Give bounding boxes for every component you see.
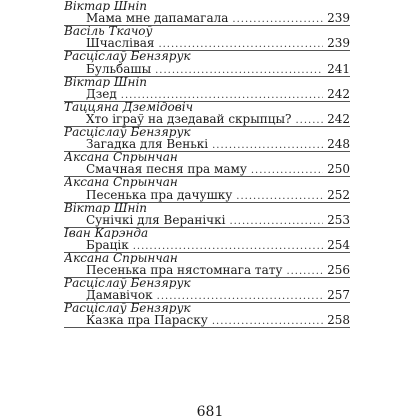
toc-title-row [64, 12, 350, 26]
dot-leader [232, 13, 323, 26]
toc-title: Дамавічок [86, 288, 153, 303]
toc-entry [64, 151, 350, 176]
toc-author: Віктар Шніп [64, 75, 148, 88]
toc-title-row [64, 239, 350, 253]
toc-entry [64, 227, 350, 252]
toc-title-row [64, 138, 350, 152]
toc-page-number: 253 [327, 212, 350, 227]
toc-author: Таццяна Дземідовіч [64, 100, 194, 113]
dot-leader [229, 215, 323, 228]
toc-page-number: 257 [327, 288, 350, 303]
page-number: 681 [196, 404, 224, 420]
toc-author: Аксана Спрынчан [64, 176, 178, 189]
table-of-contents [64, 0, 350, 327]
toc-entry [64, 202, 350, 227]
toc-author: Віктар Шніп [64, 201, 148, 214]
toc-title-row [64, 189, 350, 203]
toc-entry [64, 277, 350, 302]
toc-page-number: 256 [327, 263, 350, 278]
toc-title-row [64, 88, 350, 102]
toc-entry [64, 0, 350, 25]
toc-title-row [64, 63, 350, 77]
toc-page-number: 250 [327, 162, 350, 177]
toc-page-number: 242 [327, 86, 350, 101]
toc-author: Аксана Спрынчан [64, 151, 178, 164]
toc-title-row [64, 214, 350, 228]
toc-title-row [64, 289, 350, 303]
dot-leader [295, 114, 323, 127]
toc-author: Васіль Ткачоў [64, 25, 153, 38]
toc-author: Расціслаў Бензярук [64, 277, 191, 290]
toc-title: Брацік [86, 237, 129, 252]
toc-title: Смачная песня пра маму [86, 162, 247, 177]
toc-entry [64, 176, 350, 201]
toc-author: Расціслаў Бензярук [64, 125, 191, 139]
dot-leader [212, 315, 323, 328]
toc-title: Загадка для Венькі [86, 137, 209, 152]
toc-author: Расціслаў Бензярук [64, 50, 191, 63]
toc-entry [64, 302, 350, 327]
toc-title-row [64, 163, 350, 177]
toc-page-number: 252 [327, 187, 350, 202]
toc-entry [64, 101, 350, 126]
toc-title-row [64, 113, 350, 127]
toc-author: Іван Карэнда [64, 226, 149, 239]
toc-entry [64, 252, 350, 277]
toc-title: Бульбашы [86, 61, 152, 76]
toc-title-row [64, 314, 350, 328]
toc-page-number: 239 [327, 36, 350, 51]
dot-leader [236, 190, 323, 203]
toc-entry [64, 126, 350, 151]
toc-page-number: 248 [327, 137, 350, 152]
toc-title: Казка пра Параску [86, 313, 208, 328]
dot-leader [212, 139, 323, 152]
toc-title-row [64, 264, 350, 278]
toc-author: Аксана Спрынчан [64, 251, 178, 265]
toc-entry [64, 25, 350, 50]
toc-author: Расціслаў Бензярук [64, 302, 191, 315]
toc-page-number: 258 [327, 313, 350, 328]
toc-entry [64, 76, 350, 101]
dot-leader [286, 265, 323, 278]
toc-title: Сунічкі для Веранічкі [86, 212, 226, 227]
toc-title: Дзед [86, 86, 117, 101]
toc-title-row [64, 37, 350, 51]
dot-leader [251, 164, 323, 177]
toc-title: Хто іграў на дзедавай скрыпцы? [86, 111, 292, 126]
toc-title: Песенька пра нястомнага тату [86, 263, 283, 278]
toc-entry [64, 50, 350, 75]
toc-page-number: 239 [327, 11, 350, 26]
dot-leader [155, 64, 323, 77]
toc-title: Песенька пра дачушку [86, 187, 233, 202]
toc-page-number: 241 [327, 61, 350, 76]
toc-page-number: 254 [327, 237, 350, 252]
toc-author: Віктар Шніп [64, 0, 148, 13]
toc-page-number: 242 [327, 111, 350, 126]
toc-title: Мама мне дапамагала [86, 11, 229, 26]
toc-title: Шчаслівая [86, 36, 155, 51]
